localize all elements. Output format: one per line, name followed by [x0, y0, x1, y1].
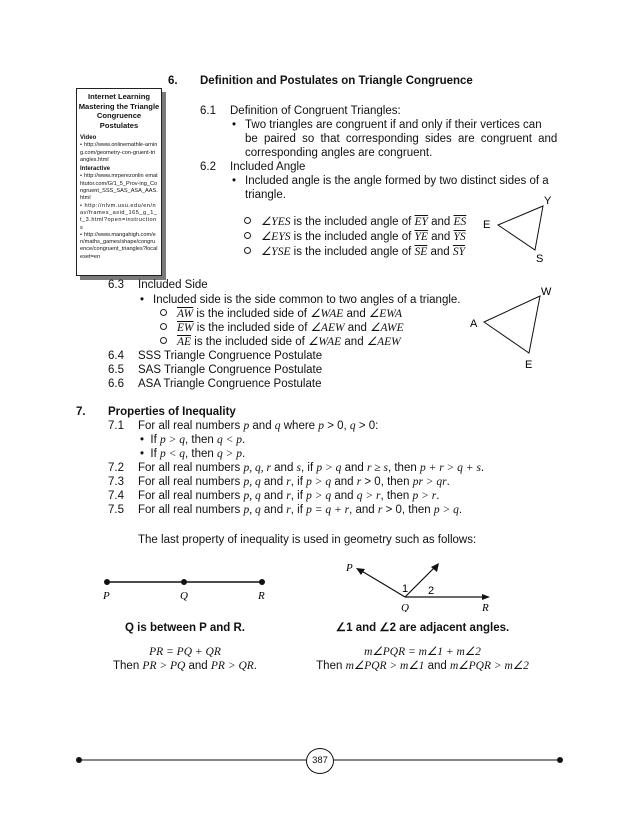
- page-number: 387: [312, 755, 328, 766]
- s65-number: 6.5: [108, 364, 124, 376]
- circle-bullet-icon: [160, 323, 167, 330]
- interactive-label: Interactive: [80, 166, 111, 173]
- s74-text: For all real numbers p, q and r, if p > q and q > r, then p > r.: [138, 490, 440, 502]
- circle-bullet-icon: [160, 309, 167, 316]
- s62-item-3: ∠YSE is the included angle of $\overline{SE}$ and $\overline{SY}$: [244, 245, 465, 259]
- s63-bullet: •: [140, 294, 145, 306]
- s72-number: 7.2: [108, 462, 124, 474]
- s71-bullet-1: • If p > q, then q < p.: [140, 434, 246, 446]
- page-number-badge: [306, 748, 334, 774]
- circle-bullet-icon: [244, 232, 251, 239]
- angle-point-q-label: Q: [401, 602, 409, 612]
- section-7-title: Properties of Inequality: [108, 406, 236, 418]
- s71-text: For all real numbers p and q where p > 0, q > 0:: [138, 420, 379, 432]
- angle-pqr-diagram: [340, 560, 500, 612]
- vertex-y-label: Y: [544, 195, 552, 207]
- s63-item-1: $\overline{AW}$ is the included side of ∠WAE and ∠EWA: [160, 307, 402, 321]
- right-then: Then m∠PQR > m∠1 and m∠PQR > m∠2: [316, 660, 529, 672]
- triangle-wae-diagram: [462, 282, 562, 372]
- point-p: [104, 579, 110, 585]
- section-6-number: 6.: [168, 75, 178, 87]
- s61-number: 6.1: [200, 105, 216, 117]
- s61-line-2: be paired so that corresponding sides are congruent and: [245, 133, 558, 145]
- video-link[interactable]: • http://www.onlinemathle-arning.com/geometry-con-gruent-triangles.html: [80, 142, 158, 164]
- s61-line-3: corresponding angles are congruent.: [245, 147, 433, 159]
- s72-text: For all real numbers p, q, r and s, if p > q and r ≥ s, then p + r > q + s.: [138, 462, 485, 474]
- vertex-e-label: E: [483, 219, 491, 231]
- s63-title: Included Side: [138, 279, 208, 291]
- s63-line: Included side is the side common to two angles of a triangle.: [153, 294, 461, 306]
- angle-1-label: 1: [402, 583, 409, 595]
- interactive-link-1[interactable]: • http://www.mrperezonlin emathtutor.com/G/1_5_Prov-ing_Congruent_SSS_SAS_ASA_AAS.html: [80, 173, 158, 202]
- s62-item-1: ∠YES is the included angle of $\overline{EY}$ and $\overline{ES}$: [244, 215, 466, 229]
- s65-title: SAS Triangle Congruence Postulate: [138, 364, 323, 376]
- point-q: [181, 579, 187, 585]
- internet-learning-box: [76, 88, 162, 276]
- footer-dot-right: [557, 757, 563, 763]
- triangle-yes-diagram: [478, 190, 568, 265]
- s71-bullet-2: • If p < q, then q > p.: [140, 448, 246, 460]
- section-6-title: Definition and Postulates on Triangle Congruence: [200, 75, 473, 87]
- interactive-link-3[interactable]: • http://www.mangahigh.com/en/maths_games/shape/congruence/congruent_triangles?localeset=en: [80, 232, 158, 261]
- s63-number: 6.3: [108, 279, 124, 291]
- vertex-w-label: W: [541, 286, 552, 298]
- triangle-wae: [484, 296, 540, 353]
- angle-point-p-label: P: [346, 562, 353, 574]
- circle-bullet-icon: [244, 247, 251, 254]
- s61-bullet: •: [232, 119, 237, 131]
- s66-number: 6.6: [108, 378, 124, 390]
- s62-line-2: triangle.: [245, 189, 286, 201]
- s62-item-2: ∠EYS is the included angle of $\overline{YE}$ and $\overline{YS}$: [244, 230, 466, 244]
- point-r: [259, 579, 265, 585]
- right-equation: m∠PQR = m∠1 + m∠2: [364, 646, 481, 658]
- circle-bullet-icon: [244, 217, 251, 224]
- vertex-a-label: A: [470, 318, 478, 330]
- point-r-label: R: [258, 590, 265, 602]
- s73-number: 7.3: [108, 476, 124, 488]
- arrow-middle-icon: [431, 563, 439, 572]
- sidebar-title: Internet Learning Mastering the Triangle Congruence Postulates: [78, 92, 160, 130]
- last-property-text: The last property of inequality is used in geometry such as follows:: [138, 534, 477, 546]
- interactive-link-2[interactable]: • http://nlvm.usu.edu/en/nav/frames_asid_165_g_1_t_3.html?open=instructions: [80, 203, 158, 232]
- s62-line-1: Included angle is the angle formed by two distinct sides of a: [245, 175, 549, 187]
- left-equation: PR = PQ + QR: [149, 646, 221, 658]
- s75-number: 7.5: [108, 504, 124, 516]
- s62-bullet: •: [232, 175, 237, 187]
- vertex-e-label: E: [525, 359, 533, 371]
- s61-line-1: Two triangles are congruent if and only if their vertices can: [245, 119, 542, 131]
- segment-pqr-diagram: [95, 572, 280, 604]
- triangle-yes: [498, 206, 543, 250]
- s71-number: 7.1: [108, 420, 124, 432]
- s61-title: Definition of Congruent Triangles:: [230, 105, 401, 117]
- s62-number: 6.2: [200, 161, 216, 173]
- right-caption: ∠1 and ∠2 are adjacent angles.: [335, 622, 510, 634]
- s64-number: 6.4: [108, 350, 124, 362]
- point-q-label: Q: [180, 590, 188, 602]
- s74-number: 7.4: [108, 490, 124, 502]
- video-label: Video: [80, 135, 97, 141]
- angle-point-r-label: R: [482, 602, 489, 612]
- s66-title: ASA Triangle Congruence Postulate: [138, 378, 322, 390]
- point-p-label: P: [103, 590, 110, 602]
- circle-bullet-icon: [160, 337, 167, 344]
- s75-text: For all real numbers p, q and r, if p = q + r, and r > 0, then p > q.: [138, 504, 463, 516]
- s64-title: SSS Triangle Congruence Postulate: [138, 350, 323, 362]
- arrow-r-icon: [482, 594, 490, 600]
- section-7-number: 7.: [76, 406, 86, 418]
- s63-item-3: $\overline{AE}$ is the included side of ∠WAE and ∠AEW: [160, 335, 401, 349]
- s62-title: Included Angle: [230, 161, 306, 173]
- left-then: Then PR > PQ and PR > QR.: [113, 660, 257, 672]
- angle-2-label: 2: [428, 585, 435, 597]
- left-caption: Q is between P and R.: [125, 622, 245, 634]
- s73-text: For all real numbers p, q and r, if p > q and r > 0, then pr > qr.: [138, 476, 450, 488]
- vertex-s-label: S: [536, 253, 544, 265]
- ray-qp: [360, 570, 405, 597]
- s63-item-2: $\overline{EW}$ is the included side of ∠AEW and ∠AWE: [160, 321, 404, 335]
